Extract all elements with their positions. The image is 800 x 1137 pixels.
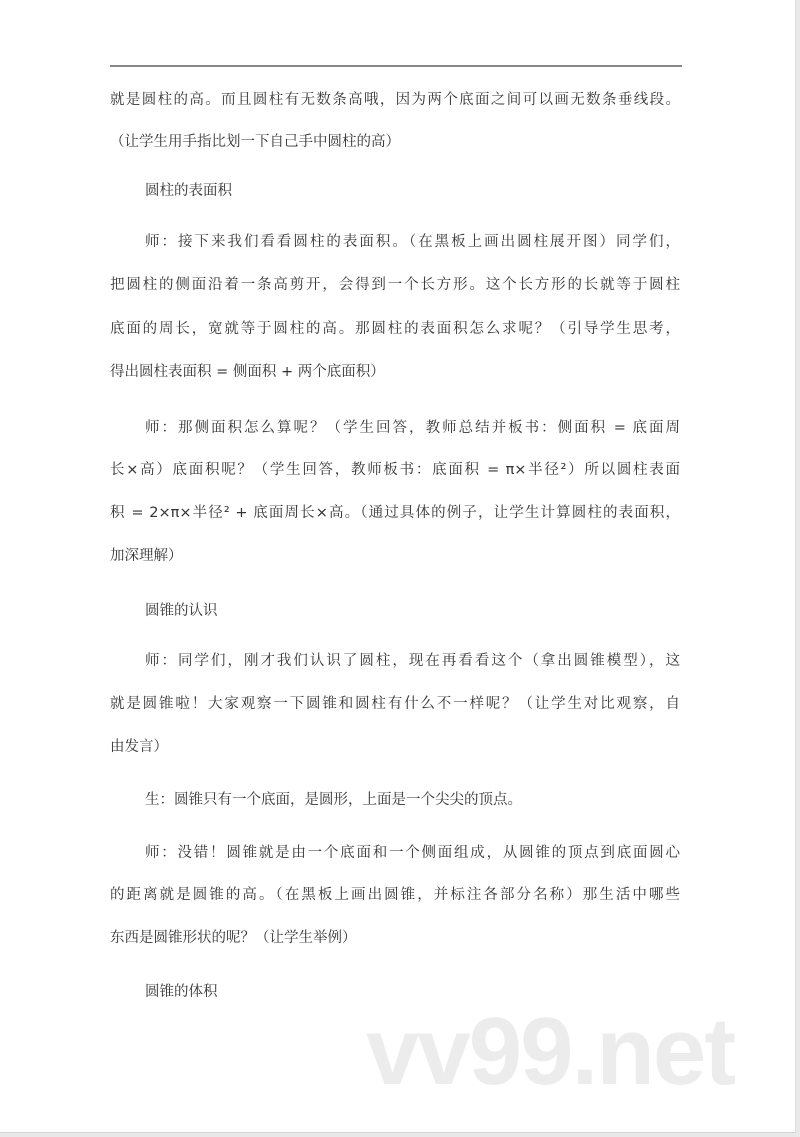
section-heading: 圆锥的认识 [145,603,218,619]
paragraph-line: 师：接下来我们看看圆柱的表面积。（在黑板上画出圆柱展开图）同学们， [145,234,680,250]
paragraph-line: 师：那侧面积怎么算呢？（学生回答，教师总结并板书：侧面积 = 底面周 [145,420,680,436]
section-heading: 圆柱的表面积 [145,183,232,199]
paragraph-line: 底面的周长，宽就等于圆柱的高。那圆柱的表面积怎么求呢？（引导学生思考， [110,321,680,337]
watermark: vv99.net [366,998,735,1105]
paragraph-line: 得出圆柱表面积 = 侧面积 + 两个底面积） [110,364,385,380]
paragraph-line: 把圆柱的侧面沿着一条高剪开，会得到一个长方形。这个长方形的长就等于圆柱 [110,277,680,293]
paragraph-line: 长×高）底面积呢？（学生回答，教师板书：底面积 = π×半径²）所以圆柱表面 [110,462,680,478]
paragraph-line: 加深理解） [110,548,183,564]
paragraph-line: 师：没错！圆锥就是由一个底面和一个侧面组成，从圆锥的顶点到底面圆心 [145,845,680,861]
paragraph-line: 生：圆锥只有一个底面，是圆形，上面是一个尖尖的顶点。 [145,792,522,808]
paragraph-line: 的距离就是圆锥的高。（在黑板上画出圆锥，并标注各部分名称）那生活中哪些 [110,887,680,903]
header-rule [110,65,682,67]
paragraph-line: 积 = 2×π×半径² + 底面周长×高。（通过具体的例子，让学生计算圆柱的表面积， [110,505,680,521]
paragraph-line: （让学生用手指比划一下自己手中圆柱的高） [110,134,400,150]
paragraph-line: 就是圆柱的高。而且圆柱有无数条高哦，因为两个底面之间可以画无数条垂线段。 [110,92,680,108]
paragraph-line: 东西是圆锥形状的呢？（让学生举例） [110,930,357,946]
section-heading: 圆锥的体积 [145,984,218,1000]
paragraph-line: 由发言） [110,739,168,755]
paragraph-line: 就是圆锥啦！大家观察一下圆锥和圆柱有什么不一样呢？（让学生对比观察，自 [110,696,680,712]
paragraph-line: 师：同学们，刚才我们认识了圆柱，现在再看看这个（拿出圆锥模型），这 [145,653,680,669]
